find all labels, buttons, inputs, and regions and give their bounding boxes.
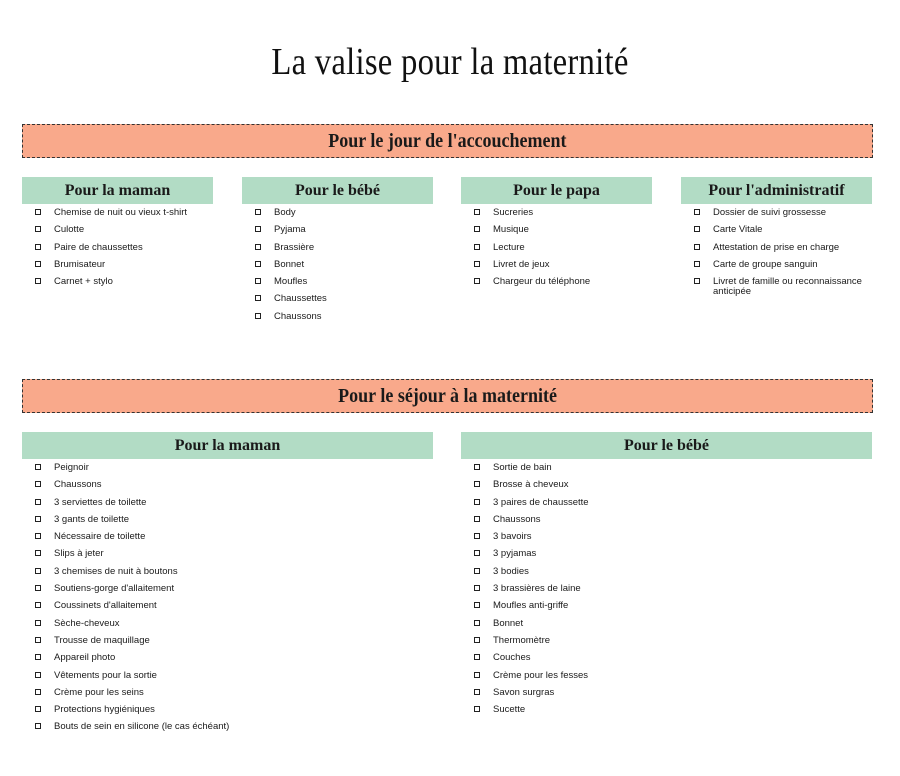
checkbox[interactable] (35, 568, 41, 574)
checklist-item (681, 276, 872, 297)
checklist (22, 207, 213, 293)
checklist-item (22, 600, 433, 617)
checklist-item (22, 242, 213, 259)
checkbox[interactable] (35, 499, 41, 505)
checklist-item-label: Nécessaire de toilette (54, 531, 146, 543)
checkbox[interactable] (474, 654, 480, 660)
checkbox[interactable] (474, 244, 480, 250)
column-heading: Pour la maman (22, 432, 433, 459)
checklist-item (461, 207, 652, 224)
checklist-item-label: Culotte (54, 224, 85, 236)
checkbox[interactable] (474, 226, 480, 232)
checklist-item-label: Bonnet (493, 617, 524, 629)
column-heading: Pour le papa (461, 177, 652, 204)
checkbox[interactable] (474, 585, 480, 591)
checklist-item-label: Chaussettes (274, 293, 327, 305)
checklist-item (22, 670, 433, 687)
checklist-item (461, 566, 872, 583)
checkbox[interactable] (474, 516, 480, 522)
checkbox[interactable] (474, 706, 480, 712)
checkbox[interactable] (474, 672, 480, 678)
checklist-item (22, 687, 433, 704)
checklist-item-label: Sèche-cheveux (54, 617, 120, 629)
checklist-item (461, 652, 872, 669)
checklist-item-label: Savon surgras (493, 686, 555, 698)
checkbox[interactable] (35, 481, 41, 487)
checkbox[interactable] (35, 602, 41, 608)
checklist-item (22, 583, 433, 600)
checkbox[interactable] (35, 226, 41, 232)
checkbox[interactable] (694, 244, 700, 250)
checklist-item-label: Paire de chaussettes (54, 241, 143, 253)
checklist-item-label: Brosse à cheveux (493, 479, 569, 491)
checklist-item (22, 224, 213, 241)
checklist-item-label: Sucreries (493, 207, 534, 218)
checkbox[interactable] (35, 637, 41, 643)
checkbox[interactable] (35, 261, 41, 267)
checkbox[interactable] (694, 226, 700, 232)
checklist-item (461, 635, 872, 652)
checklist-item-label: Protections hygiéniques (54, 704, 155, 716)
checklist-item-label: 3 paires de chaussette (493, 496, 589, 508)
checklist-item-label: Brumisateur (54, 258, 106, 270)
checklist-item-label: 3 gants de toilette (54, 513, 129, 525)
checklist (681, 207, 872, 297)
checklist-item (242, 242, 433, 259)
checklist-item (22, 566, 433, 583)
checklist-item-label: Lecture (493, 241, 525, 253)
checkbox[interactable] (474, 499, 480, 505)
checkbox[interactable] (474, 209, 480, 215)
checklist-item (242, 259, 433, 276)
checklist-item (461, 497, 872, 514)
checklist-item-label: 3 bavoirs (493, 531, 532, 543)
checkbox[interactable] (474, 550, 480, 556)
checklist-item-label: Slips à jeter (54, 548, 104, 560)
checklist-item (681, 259, 872, 276)
checkbox[interactable] (474, 261, 480, 267)
column-heading: Pour la maman (22, 177, 213, 204)
checkbox[interactable] (474, 602, 480, 608)
column-heading: Pour le bébé (242, 177, 433, 204)
checklist-item (22, 635, 433, 652)
checklist-item-label: Sortie de bain (493, 462, 552, 473)
checklist-item (461, 531, 872, 548)
checkbox[interactable] (35, 464, 41, 470)
checklist-item-label: Livret de famille ou reconnaissance anticipée (713, 276, 862, 298)
checklist-item (22, 704, 433, 721)
checklist-item (461, 600, 872, 617)
checklist-item-label: Livret de jeux (493, 258, 550, 270)
checklist-item (22, 548, 433, 565)
checklist-item (461, 242, 652, 259)
page-title: La valise pour la maternité (271, 41, 629, 83)
checkbox[interactable] (474, 568, 480, 574)
checklist-item-label: Pyjama (274, 224, 306, 236)
section-banner-label: Pour le jour de l'accouchement (328, 130, 567, 152)
checklist-item (22, 618, 433, 635)
column-bebe-sejour (461, 432, 872, 721)
section-banner-label: Pour le séjour à la maternité (338, 385, 557, 407)
checklist (461, 462, 872, 721)
checklist-item-label: Moufles anti-griffe (493, 600, 569, 612)
checklist-item (22, 479, 433, 496)
checklist-item-label: Bouts de sein en silicone (le cas échéant) (54, 721, 230, 733)
checkbox[interactable] (35, 723, 41, 729)
checklist-item-label: Chaussons (493, 513, 541, 525)
checklist-item-label: Dossier de suivi grossesse (713, 207, 826, 218)
checklist (461, 207, 652, 293)
checklist-item (22, 259, 213, 276)
checklist-item-label: 3 pyjamas (493, 548, 537, 560)
checklist-item (22, 721, 433, 738)
checklist-item-label: Crème pour les fesses (493, 669, 589, 681)
checklist-item (22, 514, 433, 531)
checklist-item-label: Crème pour les seins (54, 686, 144, 698)
checklist-item-label: Vêtements pour la sortie (54, 669, 157, 681)
checklist-item (461, 224, 652, 241)
checklist-item (461, 704, 872, 721)
checklist-item-label: Trousse de maquillage (54, 634, 150, 646)
checklist-item (242, 207, 433, 224)
checkbox[interactable] (474, 620, 480, 626)
checklist-item-label: Coussinets d'allaitement (54, 600, 157, 612)
column-administratif-accouchement (681, 177, 872, 297)
checklist-item-label: Chemise de nuit ou vieux t-shirt (54, 207, 188, 218)
checklist-item (22, 276, 213, 293)
section-banner-sejour (22, 379, 873, 413)
checkbox[interactable] (35, 209, 41, 215)
checkbox[interactable] (255, 209, 261, 215)
checklist-item (22, 462, 433, 479)
checklist-item (461, 583, 872, 600)
column-bebe-accouchement (242, 177, 433, 328)
checklist-item-label: Carnet + stylo (54, 276, 113, 288)
checklist-item-label: 3 brassières de laine (493, 583, 581, 595)
checklist (22, 462, 433, 739)
checkbox[interactable] (35, 706, 41, 712)
checklist-item (461, 514, 872, 531)
checkbox[interactable] (255, 244, 261, 250)
checklist-item (242, 293, 433, 310)
checkbox[interactable] (255, 313, 261, 319)
checklist-item-label: Chaussons (54, 479, 102, 491)
checklist-item (681, 207, 872, 224)
section-banner-accouchement (22, 124, 873, 158)
checklist-item (461, 618, 872, 635)
checkbox[interactable] (694, 261, 700, 267)
checklist-item-label: Thermomètre (493, 634, 551, 646)
checklist-item (461, 670, 872, 687)
checklist-item-label: Musique (493, 224, 529, 236)
checklist-item-label: Peignoir (54, 462, 89, 473)
checklist-item-label: Bonnet (274, 258, 305, 270)
checkbox[interactable] (255, 261, 261, 267)
checklist-item (22, 207, 213, 224)
checkbox[interactable] (35, 533, 41, 539)
checkbox[interactable] (35, 689, 41, 695)
checkbox[interactable] (35, 550, 41, 556)
checkbox[interactable] (35, 244, 41, 250)
checklist-item (22, 531, 433, 548)
checkbox[interactable] (35, 654, 41, 660)
checkbox[interactable] (694, 209, 700, 215)
checkbox[interactable] (35, 585, 41, 591)
column-maman-sejour (22, 432, 433, 739)
column-heading: Pour l'administratif (681, 177, 872, 204)
checklist-item (461, 276, 652, 293)
checkbox[interactable] (255, 278, 261, 284)
checkbox[interactable] (694, 278, 700, 284)
checklist-item (461, 259, 652, 276)
checklist-item-label: Moufles (274, 276, 308, 288)
checklist-item-label: Appareil photo (54, 652, 116, 664)
checklist-item (681, 224, 872, 241)
checklist-item (461, 687, 872, 704)
checklist (242, 207, 433, 328)
checklist-item (242, 224, 433, 241)
checkbox[interactable] (35, 278, 41, 284)
checklist-item (242, 311, 433, 328)
checkbox[interactable] (255, 226, 261, 232)
checklist-item-label: 3 serviettes de toilette (54, 496, 147, 508)
checklist-item-label: 3 chemises de nuit à boutons (54, 565, 178, 577)
checkbox[interactable] (35, 620, 41, 626)
checklist-item (22, 497, 433, 514)
checkbox[interactable] (474, 278, 480, 284)
checkbox[interactable] (474, 533, 480, 539)
checklist-item-label: Couches (493, 652, 531, 664)
checklist-item-label: Brassière (274, 241, 315, 253)
checklist-item (681, 242, 872, 259)
checklist-item (242, 276, 433, 293)
checkbox[interactable] (35, 516, 41, 522)
checklist-item (461, 548, 872, 565)
checkbox[interactable] (255, 295, 261, 301)
checklist-item-label: Soutiens-gorge d'allaitement (54, 583, 175, 595)
checkbox[interactable] (474, 464, 480, 470)
checkbox[interactable] (35, 672, 41, 678)
checklist-item-label: Chaussons (274, 310, 322, 322)
checklist-item-label: Attestation de prise en charge (713, 241, 840, 253)
column-heading: Pour le bébé (461, 432, 872, 459)
checklist-item-label: Chargeur du téléphone (493, 276, 591, 288)
column-papa-accouchement (461, 177, 652, 293)
checklist-item-label: Sucette (493, 704, 526, 716)
checklist-item (461, 479, 872, 496)
checklist-item-label: Carte de groupe sanguin (713, 258, 818, 270)
checkbox[interactable] (474, 689, 480, 695)
checklist-item-label: Body (274, 207, 296, 218)
checkbox[interactable] (474, 637, 480, 643)
checklist-item (22, 652, 433, 669)
checklist-item-label: Carte Vitale (713, 224, 763, 236)
checklist-item (461, 462, 872, 479)
checklist-item-label: 3 bodies (493, 565, 529, 577)
column-maman-accouchement (22, 177, 213, 293)
checkbox[interactable] (474, 481, 480, 487)
